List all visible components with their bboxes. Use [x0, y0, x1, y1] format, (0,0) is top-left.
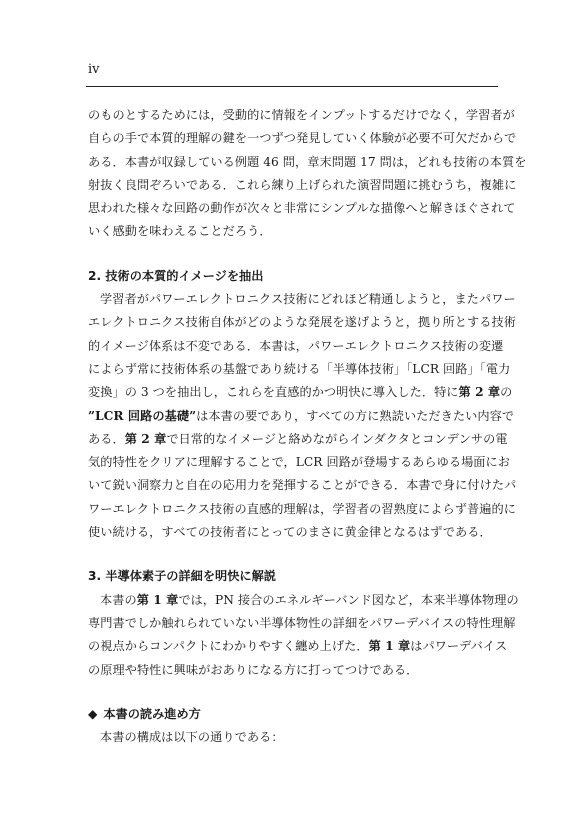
text-line [88, 428, 508, 451]
text-line: のものとするためには，受動的に情報をインプットするだけでなく，学習者が [88, 108, 515, 122]
text-run: は本書の要であり，すべての方に熟読いただきたい内容で [196, 408, 515, 423]
section-gap [88, 682, 498, 703]
section-reading-guide [88, 703, 498, 750]
text-line: 使い続ける，すべての技術者にとってのまさに黄金律となるはずである． [88, 525, 492, 540]
text-line: ワーエレクトロニクス技術の直感的理解は，学習者の習熟度によらず普遍的に [88, 501, 516, 516]
text-line: ある．本書が収録している例題 46 問，章末問題 17 問は，どれも技術の本質を [88, 154, 527, 169]
section-heading-text: 本書の読み進め方 [103, 706, 201, 721]
header-rule [86, 86, 498, 87]
section-heading [88, 703, 498, 726]
text-run: の視点からコンパクトにわかりやすく纏め上げた． [88, 639, 369, 654]
section-2 [88, 265, 517, 545]
text-line: 射抜く良問ぞろいである．これら練り上げられた演習問題に挑むうち，複雑に [88, 177, 517, 192]
text-line: 思われた様々な回路の動作が次々と非常にシンプルな描像へと解きほぐされて [88, 201, 516, 216]
text-line [88, 405, 515, 428]
text-line [88, 589, 519, 612]
text-line: エレクトロニクス技術自体がどのような発展を遂げようと，拠り所とする技術 [88, 315, 516, 330]
chapter-ref: 第 2 章 [458, 385, 501, 400]
page-number: iv [88, 62, 100, 77]
text-line [88, 635, 508, 658]
text-run: の [500, 385, 513, 400]
chapter-ref: 第 1 章 [136, 592, 179, 607]
text-run: はパワーデバイス [410, 639, 508, 654]
text-line: 的イメージ体系は不変である．本書は，パワーエレクトロニクス技術の変遷 [88, 338, 504, 353]
emphasis-title: ”LCR 回路の基礎” [88, 408, 197, 423]
text-line: いて鋭い洞察力と自在の応用力を発揮することができる．本書で身に付けたパ [88, 478, 517, 493]
text-run: ある． [88, 431, 125, 446]
section-3 [88, 565, 519, 681]
chapter-ref: 第 1 章 [368, 639, 411, 654]
section-heading: 3. 半導体素子の詳細を明快に解説 [88, 569, 276, 584]
text-line: 学習者がパワーエレクトロニクス技術にどれほど精通しようと，またパワー [100, 292, 516, 307]
section-gap [88, 544, 498, 565]
section-heading: 2. 技術の本質的イメージを抽出 [88, 268, 264, 283]
text-line: 本書の構成は以下の通りである： [100, 730, 284, 745]
text-line: の原理や特性に興味がおありになる方に打ってつけである． [88, 662, 419, 677]
diamond-bullet-icon: ◆ [88, 706, 98, 721]
text-line: によらず常に技術体系の基盤であり続ける「半導体技術」「LCR 回路」「電力 [88, 361, 511, 376]
text-line [88, 381, 513, 404]
text-run: 本書の [100, 592, 137, 607]
intro-paragraph [88, 104, 527, 244]
text-line: いく感動を味わえることだろう． [88, 224, 272, 239]
text-run: では，PN 接合のエネルギーバンド図など，本来半導体物理の [178, 592, 519, 607]
section-gap [88, 244, 498, 265]
chapter-ref: 第 2 章 [124, 431, 167, 446]
text-line: 自らの手で本質的理解の鍵を一つずつ発見していく体験が必要不可欠だからで [88, 131, 517, 146]
text-line: 気的特性をクリアに理解することで，LCR 回路が登場するあらゆる場面にお [88, 455, 511, 470]
text-line: 専門書でしか触れられていない半導体物性の詳細をパワーデバイスの特性理解 [88, 615, 516, 630]
text-run: 変換」の 3 つを抽出し，これらを直感的かつ明快に導入した．特に [88, 385, 459, 400]
page-body [88, 104, 527, 749]
text-run: で日常的なイメージと絡めながらインダクタとコンデンサの電 [166, 431, 508, 446]
